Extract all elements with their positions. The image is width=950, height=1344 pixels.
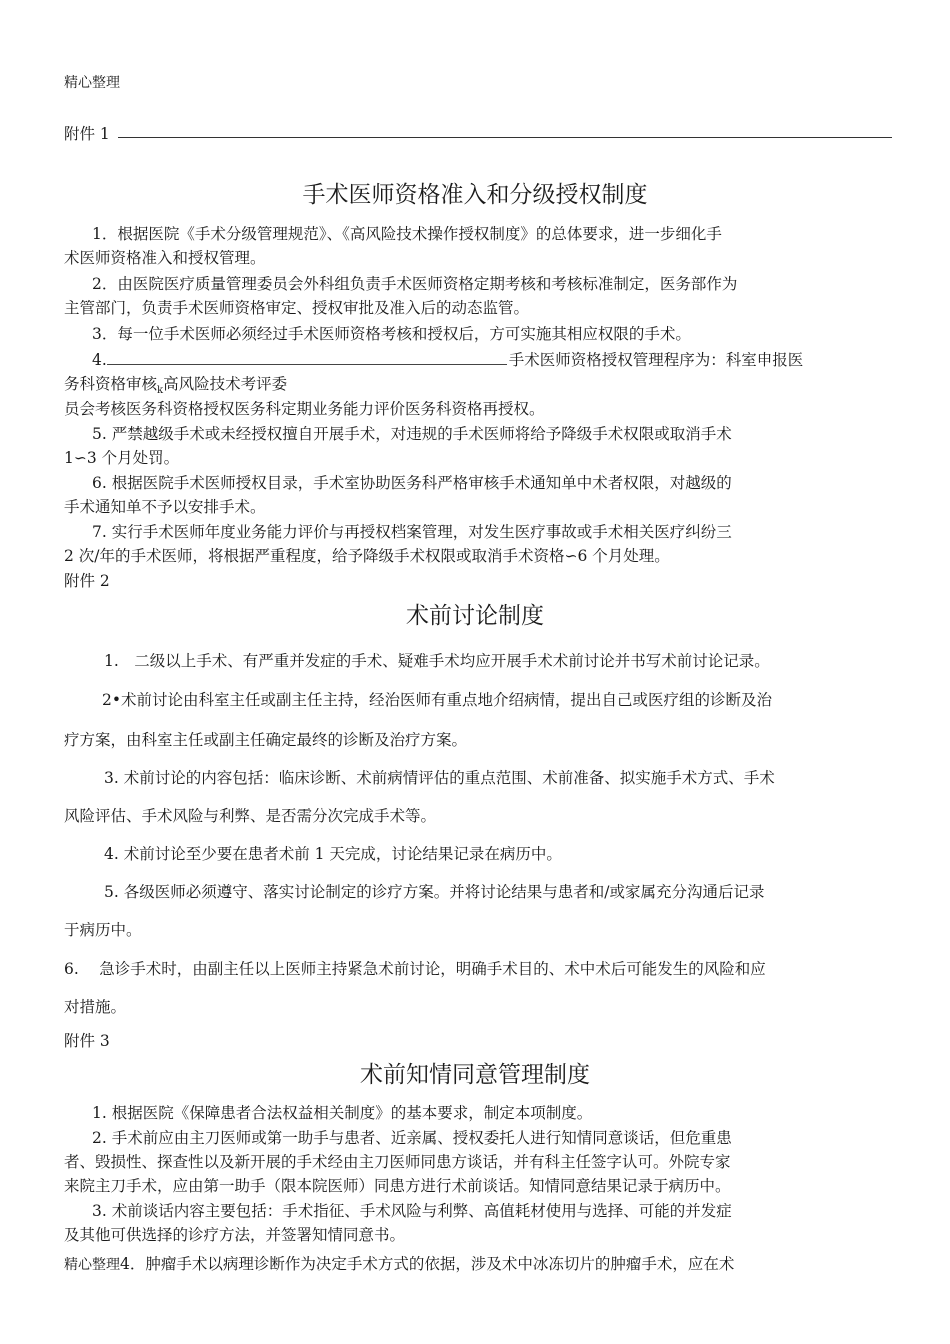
attachment-3-title: 术前知情同意管理制度 — [360, 1062, 590, 1088]
a1-p4-text: 手术医师资格授权管理程序为：科室申报医 — [508, 351, 804, 369]
a1-p4-line1 — [92, 348, 803, 370]
a1-p2-line2: 主管部门，负责手术医师资格审定、授权审批及准入后的动态监管。 — [64, 299, 530, 317]
a1-p7-line1: 7. 实行手术医师年度业务能力评价与再授权档案管理，对发生医疗事故或手术相关医疗纠纷三 — [92, 523, 732, 541]
a3-p2-line1: 2. 手术前应由主刀医师或第一助手与患者、近亲属、授权委托人进行知情同意谈话，但危重患 — [92, 1129, 732, 1147]
a3-p4-line — [64, 1252, 734, 1274]
a2-p3-line1: 3. 术前讨论的内容包括：临床诊断、术前病情评估的重点范围、术前准备、拟实施手术方式、手术 — [104, 769, 775, 787]
a1-p6-line1: 6. 根据医院手术医师授权目录，手术室协助医务科严格审核手术通知单中术者权限，对越级的 — [92, 474, 732, 492]
a3-p2-line3: 来院主刀手术，应由第一助手（限本院医师）同患方进行术前谈话。知情同意结果记录于病历中。 — [64, 1177, 731, 1195]
a1-p1-line2: 术医师资格准入和授权管理。 — [64, 249, 266, 267]
top-note: 精心整理 — [64, 75, 120, 91]
a1-p3: 3．每一位手术医师必须经过手术医师资格考核和授权后，方可实施其相应权限的手术。 — [92, 325, 691, 343]
attachment-1-title: 手术医师资格准入和分级授权制度 — [302, 182, 648, 208]
a1-p6-line2: 手术通知单不予以安排手术。 — [64, 498, 266, 516]
a1-p4-number: 4. — [92, 351, 107, 369]
a3-p1: 1. 根据医院《保障患者合法权益相关制度》的基本要求，制定本项制度。 — [92, 1104, 593, 1122]
a1-p4-blank — [107, 350, 507, 365]
a3-p3-line1: 3. 术前谈话内容主要包括：手术指征、手术风险与利弊、高值耗材使用与选择、可能的并发症 — [92, 1202, 732, 1220]
attachment-1-label: 附件 1 — [64, 125, 110, 143]
a1-p1-line1: 1．根据医院《手术分级管理规范》、《高风险技术操作授权制度》的总体要求，进一步细化手 — [92, 225, 722, 243]
a2-p2-line1: 2•术前讨论由科室主任或副主任主持，经治医师有重点地介绍病情，提出自己或医疗组的诊断及治 — [102, 691, 773, 709]
a2-p5-line2: 于病历中。 — [64, 921, 142, 939]
a1-p4-line2 — [64, 372, 287, 396]
a2-p6-line1: 6. 急诊手术时，由副主任以上医师主持紧急术前讨论，明确手术目的、术中术后可能发生的风险和应 — [64, 960, 766, 978]
a1-p4-line3: 员会考核医务科资格授权医务科定期业务能力评价医务科资格再授权。 — [64, 400, 545, 418]
a3-p2-line2: 者、毁损性、探查性以及新开展的手术经由主刀医师同患方谈话，并有科主任签字认可。外院专家 — [64, 1153, 731, 1171]
attachment-3-label: 附件 3 — [64, 1032, 110, 1050]
a2-p3-line2: 风险评估、手术风险与利弊、是否需分次完成手术等。 — [64, 807, 437, 825]
a1-p4-line2-sub: k — [157, 385, 164, 397]
a1-p5-line1: 5. 严禁越级手术或未经授权擅自开展手术，对违规的手术医师将给予降级手术权限或取消手术 — [92, 425, 732, 443]
attachment-rule — [118, 137, 892, 138]
attachment-2-title: 术前讨论制度 — [406, 603, 544, 629]
a2-p4: 4. 术前讨论至少要在患者术前 1 天完成，讨论结果记录在病历中。 — [104, 845, 562, 863]
a2-p6-line2: 对措施。 — [64, 998, 127, 1016]
a2-p1: 1. 二级以上手术、有严重并发症的手术、疑难手术均应开展手术术前讨论并书写术前讨论记录。 — [104, 652, 770, 670]
a1-p7-line2: 2 次/年的手术医师，将根据严重程度，给予降级手术权限或取消手术资格∽6 个月处理。 — [64, 547, 670, 565]
attachment-2-label: 附件 2 — [64, 572, 110, 590]
a1-p4-line2-a: 务科资格审核 — [64, 375, 158, 393]
a3-p3-line2: 及其他可供选择的诊疗方法，并签署知情同意书。 — [64, 1226, 406, 1244]
a2-p5-line1: 5. 各级医师必须遵守、落实讨论制定的诊疗方案。并将讨论结果与患者和/或家属充分沟通后记录 — [104, 883, 765, 901]
a1-p4-line2-b: 高风险技术考评委 — [163, 375, 288, 393]
a2-p2-line2: 疗方案，由科室主任或副主任确定最终的诊断及治疗方案。 — [64, 731, 468, 749]
a1-p2-line1: 2．由医院医疗质量管理委员会外科组负责手术医师资格定期考核和考核标准制定，医务部作为 — [92, 275, 738, 293]
a1-p5-line2: 1∽3 个月处罚。 — [64, 449, 180, 467]
a3-p4-text: 4．肿瘤手术以病理诊断作为决定手术方式的依据，涉及术中冰冻切片的肿瘤手术，应在术 — [120, 1255, 735, 1273]
footer-note: 精心整理 — [64, 1257, 120, 1273]
